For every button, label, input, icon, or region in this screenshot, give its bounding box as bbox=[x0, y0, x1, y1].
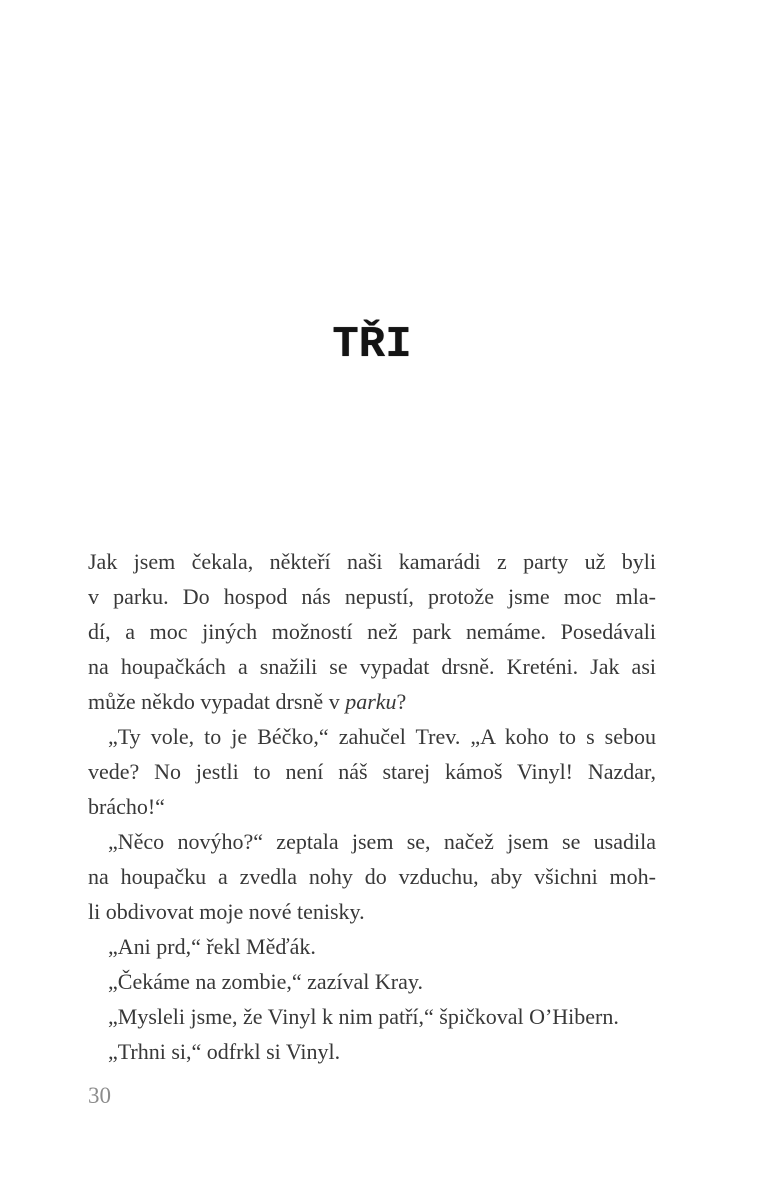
text-line bbox=[88, 929, 656, 964]
text-segment: „Ty vole, to je Béčko,“ zahučel Trev. „A koho to s sebou bbox=[108, 724, 656, 749]
italic-text-segment: parku bbox=[345, 689, 397, 714]
text-line bbox=[88, 544, 656, 579]
text-segment: na houpačkách a snažili se vypadat drsně. Kreténi. Jak asi bbox=[88, 654, 656, 679]
text-line bbox=[88, 824, 656, 859]
text-line bbox=[88, 1034, 656, 1069]
text-line bbox=[88, 999, 656, 1034]
text-segment: „Trhni si,“ odfrkl si Vinyl. bbox=[108, 1039, 341, 1064]
text-line bbox=[88, 614, 656, 649]
text-segment: dí, a moc jiných možností než park nemáme. Posedávali bbox=[88, 619, 656, 644]
page-number: 30 bbox=[88, 1083, 111, 1108]
body-text bbox=[88, 544, 656, 1069]
text-line bbox=[88, 649, 656, 684]
text-line bbox=[88, 894, 656, 929]
chapter-title: TŘI bbox=[332, 320, 412, 370]
text-segment: Jak jsem čekala, někteří naši kamarádi z party už byli bbox=[88, 549, 656, 574]
text-segment: ? bbox=[396, 689, 407, 714]
text-line bbox=[88, 964, 656, 999]
text-segment: „Čekáme na zombie,“ zazíval Kray. bbox=[108, 969, 423, 994]
text-segment: „Ani prd,“ řekl Měďák. bbox=[108, 934, 316, 959]
text-segment: může někdo vypadat drsně v bbox=[88, 689, 346, 714]
text-segment: „Něco novýho?“ zeptala jsem se, načež jsem se usadila bbox=[108, 829, 656, 854]
text-segment: vede? No jestli to není náš starej kámoš Vinyl! Nazdar, bbox=[88, 759, 656, 784]
text-line bbox=[88, 684, 656, 719]
text-segment: li obdivovat moje nové tenisky. bbox=[88, 899, 365, 924]
text-line bbox=[88, 859, 656, 894]
text-line bbox=[88, 754, 656, 789]
text-line bbox=[88, 719, 656, 754]
text-segment: brácho!“ bbox=[88, 794, 165, 819]
text-segment: „Mysleli jsme, že Vinyl k nim patří,“ špičkoval O’Hibern. bbox=[108, 1004, 619, 1029]
text-segment: v parku. Do hospod nás nepustí, protože jsme moc mla- bbox=[88, 584, 656, 609]
text-line bbox=[88, 579, 656, 614]
text-line bbox=[88, 789, 656, 824]
text-segment: na houpačku a zvedla nohy do vzduchu, aby všichni moh- bbox=[88, 864, 656, 889]
